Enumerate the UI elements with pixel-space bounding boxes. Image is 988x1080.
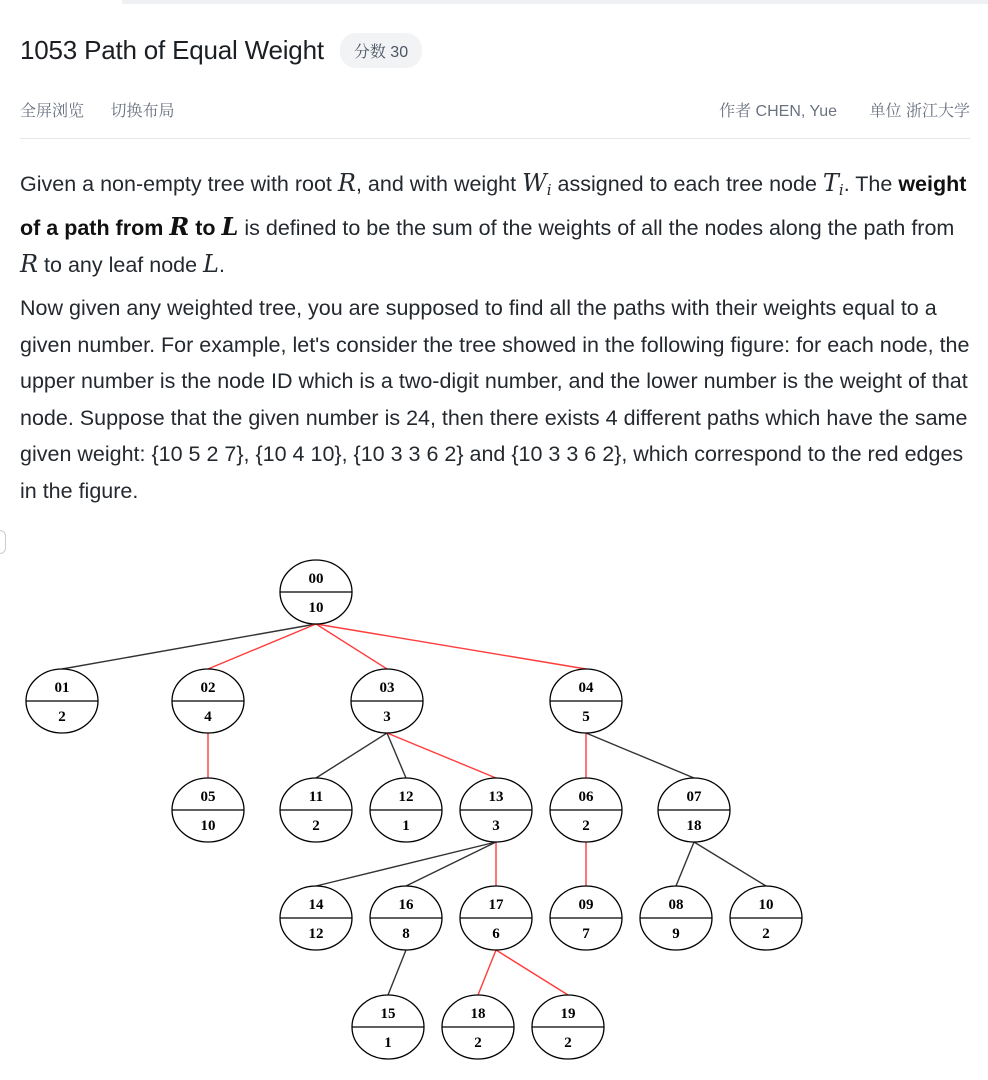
node-id-label: 10 <box>758 897 774 913</box>
tree-edge-17-18 <box>478 950 496 995</box>
node-id-label: 11 <box>308 789 324 805</box>
node-weight-label: 7 <box>582 926 590 942</box>
tree-node-16 <box>370 886 442 950</box>
tree-node-19 <box>532 995 604 1059</box>
node-weight-label: 8 <box>402 926 410 942</box>
node-weight-label: 4 <box>204 709 212 725</box>
node-weight-label: 2 <box>582 818 590 834</box>
tree-edge-07-10 <box>694 842 766 886</box>
tree-edge-00-04 <box>316 624 586 669</box>
node-weight-label: 12 <box>308 926 324 942</box>
node-id-label: 03 <box>379 680 395 696</box>
tree-edge-00-01 <box>62 624 316 669</box>
node-weight-label: 2 <box>762 926 770 942</box>
node-weight-label: 3 <box>492 818 500 834</box>
tree-edge-00-03 <box>316 624 387 669</box>
node-weight-label: 9 <box>672 926 680 942</box>
node-weight-label: 2 <box>564 1035 572 1051</box>
node-weight-label: 1 <box>402 818 410 834</box>
tree-edge-07-08 <box>676 842 694 886</box>
node-id-label: 06 <box>578 789 594 805</box>
node-id-label: 19 <box>560 1006 576 1022</box>
node-weight-label: 18 <box>686 818 702 834</box>
score-badge: 分数 30 <box>340 33 422 68</box>
tree-node-06 <box>550 778 622 842</box>
switch-layout-link[interactable]: 切换布局 <box>110 103 175 120</box>
tree-node-01 <box>26 669 98 733</box>
description-paragraph-2: Now given any weighted tree, you are supposed to find all the paths with their weights equal to a given number. For example, let's consider the tree showed in the following figure: for each node, the upper number is the node ID which is a two-digit number, and the lower number is the weight of that node. Suppose that the given number is 24, then there exists 4 different paths which have the same given weight: {10 5 2 7}, {10 4 10}, {10 3 3 6 2} and {10 3 3 6 2}, which correspond to the red edges in the figure. <box>20 296 970 503</box>
fullscreen-link[interactable]: 全屏浏览 <box>20 103 85 120</box>
node-id-label: 15 <box>380 1006 396 1022</box>
node-id-label: 17 <box>488 897 504 913</box>
node-weight-label: 2 <box>58 709 66 725</box>
tree-node-00 <box>280 560 352 624</box>
node-id-label: 16 <box>398 897 414 913</box>
node-id-label: 07 <box>686 789 702 805</box>
tree-node-12 <box>370 778 442 842</box>
node-weight-label: 3 <box>383 709 391 725</box>
tree-node-18 <box>442 995 514 1059</box>
node-id-label: 00 <box>308 571 324 587</box>
tree-node-17 <box>460 886 532 950</box>
node-id-label: 04 <box>578 680 594 696</box>
tree-node-13 <box>460 778 532 842</box>
tree-edge-17-19 <box>496 950 568 995</box>
tree-node-15 <box>352 995 424 1059</box>
description-paragraph-1: Given a non-empty tree with root R, and with weight $W_i$ assigned to each tree node $T_i$. The weight of a path from R to L is defined to be the sum of the weights of all the nodes along the path from R to any leaf node L. <box>20 169 967 278</box>
node-id-label: 09 <box>578 897 594 913</box>
tree-edge-04-07 <box>586 733 694 778</box>
tree-node-09 <box>550 886 622 950</box>
node-id-label: 05 <box>200 789 216 805</box>
tree-node-04 <box>550 669 622 733</box>
node-id-label: 02 <box>200 680 216 696</box>
bold-definition: weight of a path from R to L <box>20 172 967 241</box>
node-weight-label: 10 <box>200 818 216 834</box>
node-id-label: 14 <box>308 897 324 913</box>
unit-label: 单位 浙江大学 <box>869 103 970 120</box>
tree-node-08 <box>640 886 712 950</box>
tree-node-02 <box>172 669 244 733</box>
node-weight-label: 2 <box>312 818 320 834</box>
tree-edge-16-15 <box>388 950 406 995</box>
tree-node-14 <box>280 886 352 950</box>
author-label: 作者 CHEN, Yue <box>719 103 838 120</box>
tree-edge-13-14 <box>316 842 496 886</box>
node-id-label: 01 <box>54 680 70 696</box>
tree-node-07 <box>658 778 730 842</box>
node-weight-label: 2 <box>474 1035 482 1051</box>
node-weight-label: 1 <box>384 1035 392 1051</box>
tree-edge-00-02 <box>208 624 316 669</box>
node-id-label: 12 <box>398 789 414 805</box>
tree-node-11 <box>280 778 352 842</box>
node-id-label: 13 <box>488 789 504 805</box>
tree-edge-13-16 <box>406 842 496 886</box>
node-weight-label: 5 <box>582 709 590 725</box>
node-id-label: 18 <box>470 1006 486 1022</box>
page-title: 1053 Path of Equal Weight <box>20 35 324 65</box>
tree-node-03 <box>351 669 423 733</box>
node-id-label: 08 <box>668 897 684 913</box>
tree-node-05 <box>172 778 244 842</box>
tree-edge-03-11 <box>316 733 387 778</box>
node-weight-label: 6 <box>492 926 500 942</box>
node-weight-label: 10 <box>308 600 324 616</box>
tree-node-10 <box>730 886 802 950</box>
